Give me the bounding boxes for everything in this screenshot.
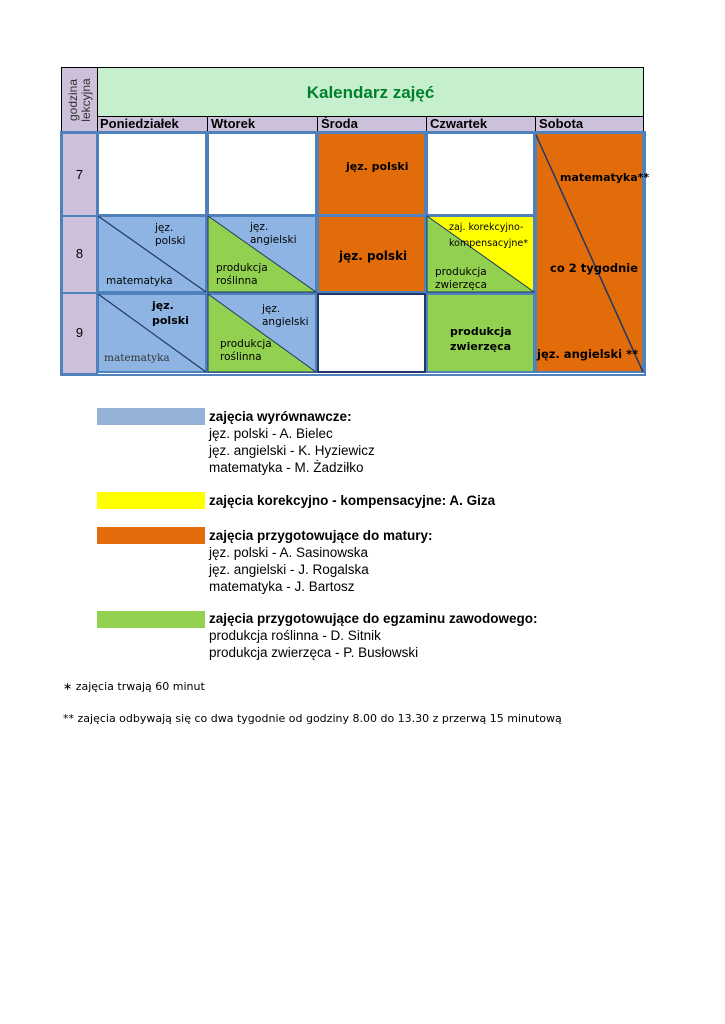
day-header-poniedzialek: Poniedziałek xyxy=(100,116,179,131)
czw-8-bottom-line2: zwierzęca xyxy=(435,279,487,291)
sobota-bottom-label: jęz. angielski ** xyxy=(537,347,639,361)
cell-sroda-9 xyxy=(318,294,425,372)
hour-column-header-label: godzina lekcyjna xyxy=(65,77,93,122)
legend-line: jęz. polski - A. Bielec xyxy=(209,426,333,441)
pon-9-top-line2: polski xyxy=(152,314,189,327)
legend-line: jęz. angielski - J. Rogalska xyxy=(209,562,369,577)
czw-8-top-line2: kompensacyjne* xyxy=(449,238,528,249)
calendar-title: Kalendarz zajęć xyxy=(306,83,435,102)
legend-line: matematyka - M. Żadziłko xyxy=(209,460,364,475)
pon-9-top-line1: jęz. xyxy=(152,299,174,312)
wt-9-bottom-line2: roślinna xyxy=(220,351,262,363)
wt-8-bottom-line2: roślinna xyxy=(216,275,258,287)
sobota-mid-label: co 2 tygodnie xyxy=(550,261,639,275)
pon-9-bottom: matematyka xyxy=(104,352,170,364)
calendar-grid xyxy=(0,0,725,400)
cell-pon-7 xyxy=(98,133,206,215)
footnote-60-min: ∗ zajęcia trwają 60 minut xyxy=(63,680,205,693)
legend-swatch-matura xyxy=(97,527,205,544)
czw-9-line2: zwierzęca xyxy=(450,340,512,353)
legend-title-korekcyjno: zajęcia korekcyjno - kompensacyjne: A. Giza xyxy=(209,493,496,508)
legend-swatch-korekcyjno xyxy=(97,492,205,509)
czw-9-line1: produkcja xyxy=(450,325,512,338)
legend-line: jęz. polski - A. Sasinowska xyxy=(209,545,369,560)
legend-swatch-wyrownawcze xyxy=(97,408,205,425)
day-header-sroda: Środa xyxy=(317,116,426,132)
hour-label-9: 9 xyxy=(75,325,84,340)
sroda-7-label: jęz. polski xyxy=(346,160,409,173)
legend-title-wyrownawcze: zajęcia wyrównawcze: xyxy=(209,409,352,424)
legend-line: produkcja zwierzęca - P. Busłowski xyxy=(209,645,419,660)
legend-line: jęz. angielski - K. Hyziewicz xyxy=(209,443,375,458)
wt-9-bottom-line1: produkcja xyxy=(220,338,272,350)
cell-sroda-7 xyxy=(318,133,425,215)
day-header-wtorek: Wtorek xyxy=(207,116,317,132)
czw-8-bottom-line1: produkcja xyxy=(435,266,487,278)
sroda-8-label: jęz. polski xyxy=(339,249,408,263)
legend-title-zawodowy: zajęcia przygotowujące do egzaminu zawodowego: xyxy=(209,611,538,626)
wt-9-top-line1: jęz. xyxy=(262,303,281,315)
wt-8-top-line1: jęz. xyxy=(250,221,269,233)
wt-9-top-line2: angielski xyxy=(262,316,309,328)
sobota-top-label: matematyka** xyxy=(560,171,650,184)
footnote-co-dwa-tygodnie: ** zajęcia odbywają się co dwa tygodnie od godziny 8.00 do 13.30 z przerwą 15 minutową xyxy=(63,712,562,725)
wt-8-bottom-line1: produkcja xyxy=(216,262,268,274)
cell-czw-7 xyxy=(427,133,534,215)
pon-8-top-line1: jęz. xyxy=(155,222,174,234)
day-header-sobota: Sobota xyxy=(535,116,644,132)
legend-swatch-zawodowy xyxy=(97,611,205,628)
pon-8-top-line2: polski xyxy=(155,235,186,247)
legend-line: matematyka - J. Bartosz xyxy=(209,579,355,594)
legend-line: produkcja roślinna - D. Sitnik xyxy=(209,628,381,643)
day-header-czwartek: Czwartek xyxy=(426,116,535,132)
wt-8-top-line2: angielski xyxy=(250,234,297,246)
czw-8-top-line1: zaj. korekcyjno- xyxy=(449,222,524,233)
pon-8-bottom: matematyka xyxy=(106,275,173,287)
hour-label-7: 7 xyxy=(75,167,84,182)
hour-label-8: 8 xyxy=(75,246,84,261)
legend-title-matura: zajęcia przygotowujące do matury: xyxy=(209,528,433,543)
cell-wt-7 xyxy=(208,133,316,215)
